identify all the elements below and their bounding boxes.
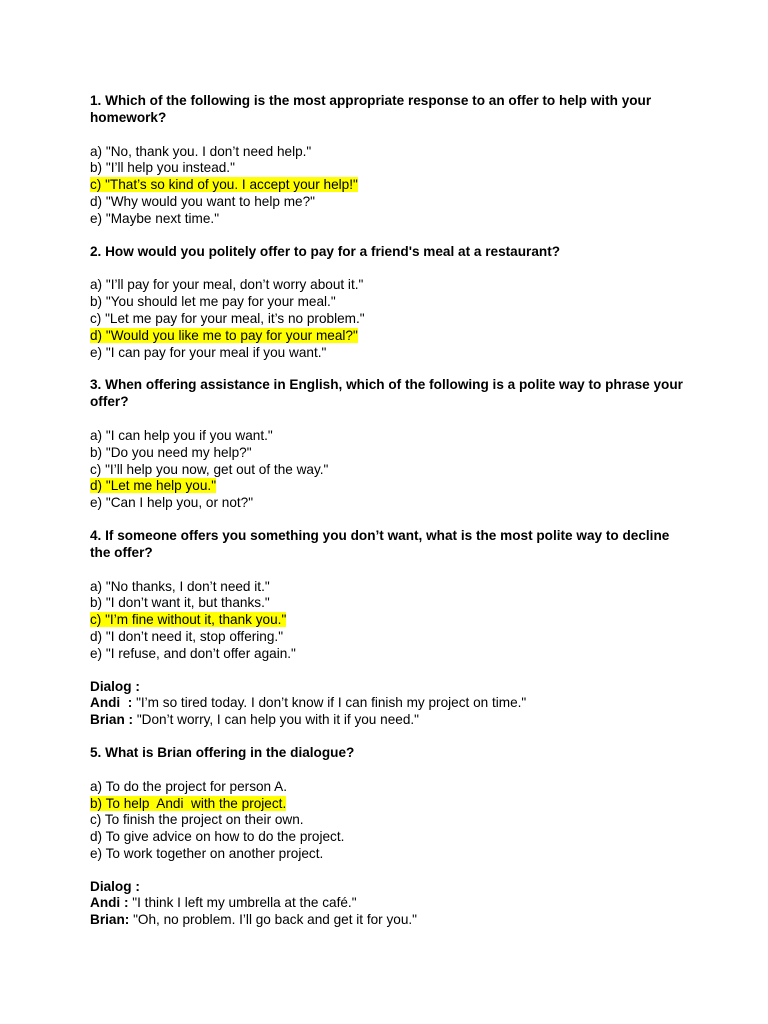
question-4-option-a: a) "No thanks, I don’t need it." [90,578,270,594]
dialog-2-line-2 [90,912,690,929]
question-5-option-e: e) To work together on another project. [90,845,324,861]
speaker-name: Andi : [90,695,137,711]
question-block-4 [90,528,690,663]
dialog-1-line-1 [90,695,690,712]
question-1-text: 1. Which of the following is the most appropriate response to an offer to help with your homework? [90,93,652,125]
question-1-option-c-highlighted [90,177,690,194]
question-block-3 [90,377,690,512]
question-5-option-b-highlighted [90,796,690,813]
question-block-2 [90,244,690,362]
speaker-name: Brian : [90,712,137,728]
question-3-option-c: c) "I’ll help you now, get out of the way." [90,461,329,477]
question-5-option-a: a) To do the project for person A. [90,778,287,794]
question-5-option-d: d) To give advice on how to do the project. [90,829,345,845]
dialog-block-2 [90,879,690,929]
answer-highlight: c) "That’s so kind of you. I accept your help!" [90,177,358,193]
question-3-text: 3. When offering assistance in English, which of the following is a polite way to phrase your offer? [90,377,683,410]
question-4-text: 4. If someone offers you something you don’t want, what is the most polite way to decline the offer? [90,527,670,560]
question-3-option-b: b) "Do you need my help?" [90,444,252,460]
question-4-option-d: d) "I don’t need it, stop offering." [90,628,284,644]
question-2-text: 2. How would you politely offer to pay for a friend's meal at a restaurant? [90,243,561,259]
question-3-option-e: e) "Can I help you, or not?" [90,495,254,511]
answer-highlight: c) "I’m fine without it, thank you." [90,612,287,628]
question-3-option-a: a) "I can help you if you want." [90,427,273,443]
dialog-2-title: Dialog : [90,878,140,894]
question-1-option-e: e) "Maybe next time." [90,210,220,226]
question-4-option-b: b) "I don’t want it, but thanks." [90,595,270,611]
dialog-line-text: "I’m so tired today. I don’t know if I can finish my project on time." [136,695,527,711]
question-3-option-d-highlighted [90,478,690,495]
dialog-line-text: "Oh, no problem. I’ll go back and get it for you." [133,912,418,928]
dialog-2-line-1 [90,895,690,912]
question-2-option-e: e) "I can pay for your meal if you want." [90,344,327,360]
question-block-1 [90,93,690,228]
dialog-block-1 [90,679,690,729]
answer-highlight: d) "Would you like me to pay for your meal?" [90,327,358,343]
speaker-name: Brian: [90,912,134,928]
dialog-line-text: "I think I left my umbrella at the café." [132,895,357,911]
worksheet-page [90,93,690,945]
question-block-5 [90,745,690,863]
dialog-line-text: "Don’t worry, I can help you with it if you need." [136,712,419,728]
question-1-option-d: d) "Why would you want to help me?" [90,193,315,209]
question-5-option-c: c) To finish the project on their own. [90,812,304,828]
question-5-text: 5. What is Brian offering in the dialogue? [90,744,355,760]
dialog-1-title: Dialog : [90,678,140,694]
question-2-option-d-highlighted [90,328,690,345]
dialog-1-line-2 [90,712,690,729]
question-1-option-a: a) "No, thank you. I don’t need help." [90,143,312,159]
answer-highlight: d) "Let me help you." [90,478,217,494]
question-2-option-b: b) "You should let me pay for your meal." [90,294,336,310]
question-2-option-c: c) "Let me pay for your meal, it’s no problem." [90,310,365,326]
question-2-option-a: a) "I’ll pay for your meal, don’t worry about it." [90,277,364,293]
answer-highlight: b) To help Andi with the project. [90,795,287,811]
speaker-name: Andi : [90,895,133,911]
question-4-option-e: e) "I refuse, and don’t offer again." [90,645,296,661]
question-1-option-b: b) "I’ll help you instead." [90,160,235,176]
question-4-option-c-highlighted [90,612,690,629]
